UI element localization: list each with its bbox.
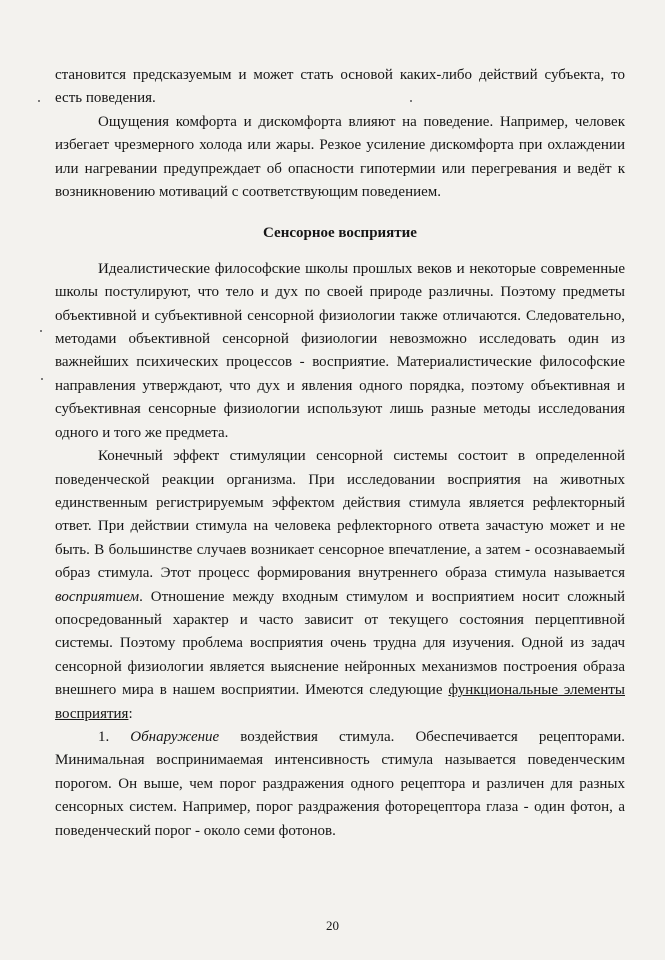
section-heading: Сенсорное восприятие bbox=[263, 225, 417, 242]
detection-term: Обнаружение bbox=[130, 728, 220, 745]
perception-text-1: Конечный эффект стимуляции сенсорной системы состоит в определенной поведенческой реакции организма. При исследовании восприятия на животных единственным регистрируемым эффектом действия стимула является рефлекторный ответ. При действии стимула на человека рефлекторного ответа зачастую может и не быть. В большинстве случаев возникает сенсорное впечатление, а затем - осознаваемый образ стимула. Этот процесс формирования внутреннего образа стимула называется bbox=[55, 448, 625, 582]
page-number: 20 bbox=[326, 918, 339, 933]
scan-speck bbox=[38, 100, 40, 102]
detection-text: воздействия стимула. Обеспечивается рецепторами. Минимальная воспринимаемая интенсивность стимула называется поведенческим порогом. Он выше, чем порог раздражения одного рецептора и различен для разных сенсорных систем. Например, порог раздражения фоторецептора глаза - один фотон, а поведенческий порог - около семи фотонов. bbox=[55, 728, 625, 839]
paragraph-comfort: Ощущения комфорта и дискомфорта влияют на поведение. Например, человек избегает чрезмерного холода или жары. Резкое усиление дискомфорта при охлаждении или нагревании предупреждает об опасности гипотермии или перегревания и ведёт к возникновению мотиваций с соответствующим поведением. bbox=[55, 113, 625, 201]
paragraph-continuation: становится предсказуемым и может стать основой каких-либо действий субъекта, то есть поведения. bbox=[55, 67, 625, 107]
perception-colon: : bbox=[128, 705, 133, 722]
perception-text-2: . Отношение между входным стимулом и восприятием носит сложный опосредованный характер и часто зависит от текущего состояния перцептивной системы. Поэтому проблема восприятия очень трудна для изучения. Одной из задач сенсорной физиологии является выяснение нейронных механизмов построения образа внешнего мира в нашем восприятии. Имеются следующие bbox=[55, 588, 625, 699]
paragraph-perception bbox=[55, 445, 625, 726]
perception-term: восприятием bbox=[55, 588, 140, 605]
functional-elements-underlined: функциональные элементы восприятия bbox=[55, 682, 625, 722]
scan-speck bbox=[410, 100, 412, 102]
paragraph-detection bbox=[55, 726, 625, 843]
paragraph-philosophy: Идеалистические философские школы прошлых веков и некоторые современные школы постулируют, что тело и дух по своей природе различны. Поэтому предметы объективной и субъективной сенсорной физиологии также отличаются. Следовательно, методами объективной сенсорной физиологии невозможно исследовать один из важнейших психических процессов - восприятие. Материалистические философские направления утверждают, что дух и явления одного порядка, поэтому объективная и субъективная сенсорные физиологии используют лишь разные методы исследования одного и того же предмета. bbox=[55, 260, 625, 441]
scan-speck bbox=[40, 330, 42, 332]
scan-speck bbox=[41, 378, 43, 380]
list-number: 1. bbox=[98, 728, 131, 745]
